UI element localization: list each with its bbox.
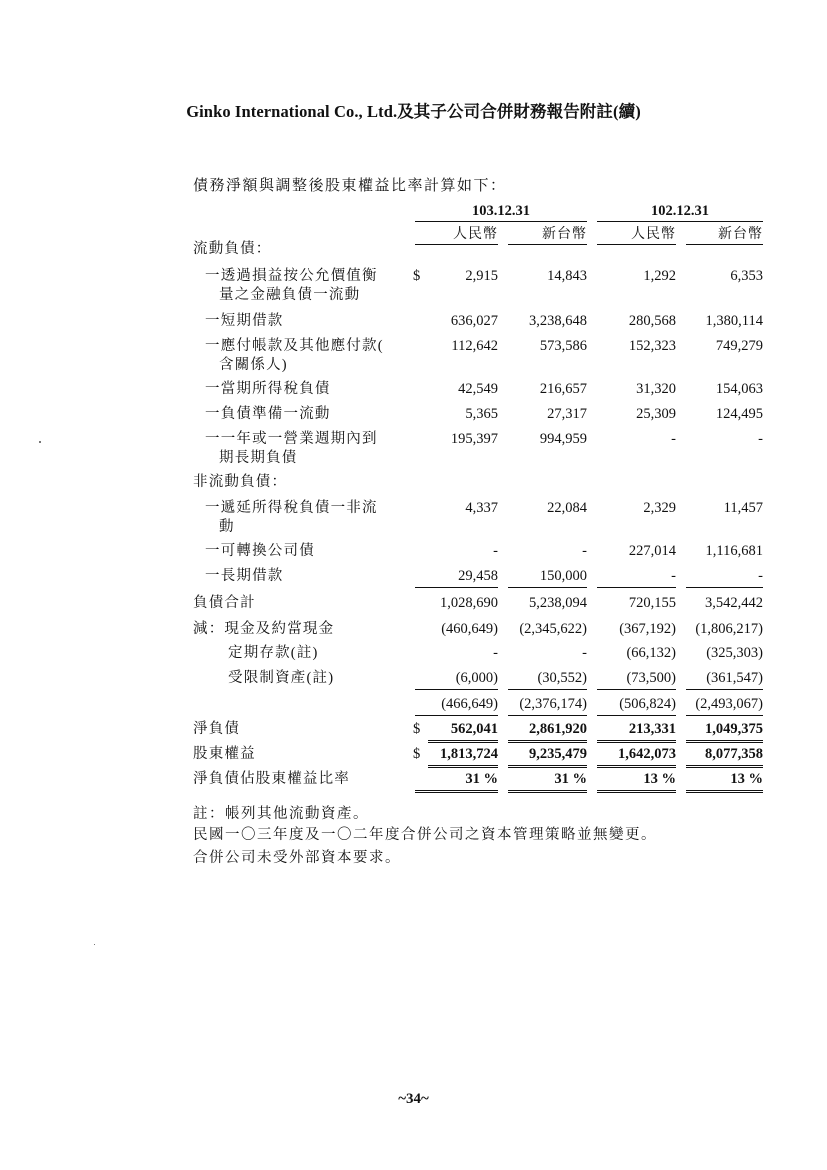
amount-cell: 154,063 bbox=[715, 381, 763, 397]
amount-cell: - bbox=[493, 543, 498, 559]
table-row bbox=[0, 594, 827, 618]
amount-cell: - bbox=[493, 645, 498, 661]
amount-cell: 14,843 bbox=[547, 268, 587, 284]
row-label-text: 流動負債： bbox=[193, 241, 272, 257]
table-row bbox=[0, 337, 827, 373]
amount-cell: 720,155 bbox=[628, 595, 676, 611]
currency-header: 新台幣 bbox=[508, 226, 587, 245]
amount-cell: - bbox=[758, 431, 763, 447]
amount-cell: 6,353 bbox=[730, 268, 763, 284]
amount-cell: - bbox=[582, 645, 587, 661]
amount-cell: 2,329 bbox=[643, 500, 676, 516]
amount-cell: 31 % bbox=[415, 770, 498, 793]
amount-cell: (73,500) bbox=[597, 669, 676, 690]
page-number: ~34~ bbox=[398, 1091, 429, 1107]
table-row bbox=[0, 695, 827, 719]
amount-cell: 573,586 bbox=[539, 338, 587, 354]
currency-header: 人民幣 bbox=[597, 226, 676, 245]
row-label bbox=[228, 644, 319, 663]
table-row bbox=[0, 430, 827, 466]
amount-cell: - bbox=[671, 431, 676, 447]
amount-cell: 150,000 bbox=[508, 567, 587, 588]
amount-cell: 5,365 bbox=[465, 406, 498, 422]
row-label-text: 負債合計 bbox=[193, 595, 256, 611]
note-line: 民國一〇三年度及一〇二年度合併公司之資本管理策略並無變更。 bbox=[193, 827, 657, 843]
table-row bbox=[0, 542, 827, 566]
row-label bbox=[193, 770, 350, 789]
row-label-text: 一長期借款 bbox=[205, 568, 284, 584]
amount-cell: 1,292 bbox=[643, 268, 676, 284]
table-row bbox=[0, 267, 827, 303]
row-label-text: 一短期借款 bbox=[205, 313, 284, 329]
row-label bbox=[193, 473, 287, 492]
row-label-text: 非流動負債： bbox=[193, 474, 288, 490]
table-row bbox=[0, 380, 827, 404]
amount-cell: 42,549 bbox=[458, 381, 498, 397]
row-label bbox=[193, 620, 334, 639]
currency-header: 新台幣 bbox=[686, 226, 763, 245]
amount-cell: (367,192) bbox=[619, 621, 676, 637]
amount-cell: - bbox=[582, 543, 587, 559]
amount-cell: 31 % bbox=[508, 770, 587, 793]
amount-cell: 1,380,114 bbox=[705, 313, 763, 329]
currency-symbol: $ bbox=[413, 746, 421, 762]
amount-cell: (2,493,067) bbox=[686, 695, 763, 716]
table-row bbox=[0, 745, 827, 769]
amount-cell: - bbox=[597, 567, 676, 588]
amount-cell: 8,077,358 bbox=[686, 745, 763, 768]
amount-cell: 216,657 bbox=[539, 381, 587, 397]
amount-cell: 227,014 bbox=[628, 543, 676, 559]
amount-cell: 1,116,681 bbox=[705, 543, 763, 559]
row-label bbox=[193, 594, 256, 613]
row-label-text: 一遞延所得稅負債一非流 bbox=[205, 500, 378, 516]
amount-cell: 636,027 bbox=[450, 313, 498, 329]
row-label-continued: 含關係人) bbox=[219, 357, 288, 373]
currency-symbol: $ bbox=[413, 268, 421, 284]
row-label-text: 淨負債 bbox=[193, 721, 241, 737]
amount-cell: (1,806,217) bbox=[695, 621, 763, 637]
table-row bbox=[0, 770, 827, 794]
row-label-continued: 量之金融負債一流動 bbox=[219, 287, 361, 303]
row-label-text: 定期存款(註) bbox=[228, 645, 319, 661]
row-label bbox=[205, 405, 331, 424]
amount-cell: 562,041 bbox=[428, 720, 498, 743]
intro-text: 債務淨額與調整後股東權益比率計算如下： bbox=[193, 178, 507, 194]
row-label bbox=[205, 312, 284, 331]
table-row bbox=[0, 405, 827, 429]
row-label-text: 一應付帳款及其他應付款( bbox=[205, 338, 384, 354]
amount-cell: 213,331 bbox=[597, 720, 676, 743]
amount-cell: (361,547) bbox=[686, 669, 763, 690]
table-row bbox=[0, 240, 827, 264]
table-row bbox=[0, 644, 827, 668]
amount-cell: (6,000) bbox=[415, 669, 498, 690]
table-row bbox=[0, 499, 827, 535]
amount-cell: 749,279 bbox=[715, 338, 763, 354]
note-line: 合併公司未受外部資本要求。 bbox=[193, 850, 401, 866]
amount-cell: 4,337 bbox=[465, 500, 498, 516]
amount-cell: 9,235,479 bbox=[508, 745, 587, 768]
amount-cell: 29,458 bbox=[415, 567, 498, 588]
row-label-text: 一當期所得稅負債 bbox=[205, 381, 331, 397]
row-label-continued: 期長期負債 bbox=[219, 450, 298, 466]
row-label-text: 股東權益 bbox=[193, 746, 256, 762]
row-label bbox=[205, 380, 331, 399]
report-title: Ginko International Co., Ltd.及其子公司合併財務報告附註(續) bbox=[186, 102, 641, 121]
amount-cell: 3,238,648 bbox=[529, 313, 587, 329]
amount-cell: 2,861,920 bbox=[508, 720, 587, 743]
amount-cell: (325,303) bbox=[706, 645, 763, 661]
table-row bbox=[0, 720, 827, 744]
row-label bbox=[193, 745, 256, 764]
amount-cell: 31,320 bbox=[636, 381, 676, 397]
row-label bbox=[205, 430, 378, 468]
row-label bbox=[228, 669, 334, 688]
amount-cell: (466,649) bbox=[415, 695, 498, 716]
period-header-2014: 103.12.31 bbox=[415, 203, 587, 222]
row-label bbox=[205, 542, 315, 561]
period-header-2013: 102.12.31 bbox=[597, 203, 763, 222]
row-label-text: 淨負債佔股東權益比率 bbox=[193, 771, 350, 787]
amount-cell: 152,323 bbox=[628, 338, 676, 354]
row-label-text: 受限制資產(註) bbox=[228, 670, 335, 686]
row-label bbox=[205, 567, 284, 586]
amount-cell: 27,317 bbox=[547, 406, 587, 422]
note-line: 註：帳列其他流動資產。 bbox=[193, 806, 369, 822]
amount-cell: 1,642,073 bbox=[597, 745, 676, 768]
row-label-text: 一一年或一營業週期內到 bbox=[205, 431, 378, 447]
amount-cell: 13 % bbox=[686, 770, 763, 793]
amount-cell: (2,376,174) bbox=[508, 695, 587, 716]
row-label-text: 一可轉換公司債 bbox=[205, 543, 315, 559]
amount-cell: 195,397 bbox=[450, 431, 498, 447]
amount-cell: - bbox=[686, 567, 763, 588]
row-label-text: 一透過損益按公允價值衡 bbox=[205, 268, 378, 284]
amount-cell: (30,552) bbox=[508, 669, 587, 690]
amount-cell: 1,813,724 bbox=[428, 745, 498, 768]
table-row bbox=[0, 620, 827, 644]
amount-cell: (506,824) bbox=[597, 695, 676, 716]
row-label-text: 減：現金及約當現金 bbox=[193, 621, 335, 637]
amount-cell: 5,238,094 bbox=[529, 595, 587, 611]
row-label-text: 一負債準備一流動 bbox=[205, 406, 331, 422]
scan-speck bbox=[39, 441, 41, 443]
amount-cell: 2,915 bbox=[465, 268, 498, 284]
table-row bbox=[0, 567, 827, 591]
amount-cell: 994,959 bbox=[539, 431, 587, 447]
table-row bbox=[0, 669, 827, 693]
amount-cell: (66,132) bbox=[626, 645, 676, 661]
currency-header: 人民幣 bbox=[415, 226, 498, 245]
amount-cell: 22,084 bbox=[547, 500, 587, 516]
row-label bbox=[205, 267, 378, 305]
table-row bbox=[0, 473, 827, 497]
amount-cell: (460,649) bbox=[441, 621, 498, 637]
amount-cell: 11,457 bbox=[723, 500, 763, 516]
amount-cell: 1,028,690 bbox=[440, 595, 498, 611]
row-label bbox=[205, 499, 378, 537]
amount-cell: 13 % bbox=[597, 770, 676, 793]
amount-cell: 124,495 bbox=[715, 406, 763, 422]
row-label bbox=[205, 337, 384, 375]
scan-speck bbox=[94, 944, 95, 945]
table-row bbox=[0, 312, 827, 336]
row-label bbox=[193, 240, 272, 259]
amount-cell: 25,309 bbox=[636, 406, 676, 422]
amount-cell: 112,642 bbox=[451, 338, 498, 354]
amount-cell: 1,049,375 bbox=[686, 720, 763, 743]
row-label-continued: 動 bbox=[219, 519, 235, 535]
currency-symbol: $ bbox=[413, 721, 421, 737]
row-label bbox=[193, 720, 240, 739]
amount-cell: 3,542,442 bbox=[705, 595, 763, 611]
amount-cell: (2,345,622) bbox=[519, 621, 587, 637]
amount-cell: 280,568 bbox=[628, 313, 676, 329]
